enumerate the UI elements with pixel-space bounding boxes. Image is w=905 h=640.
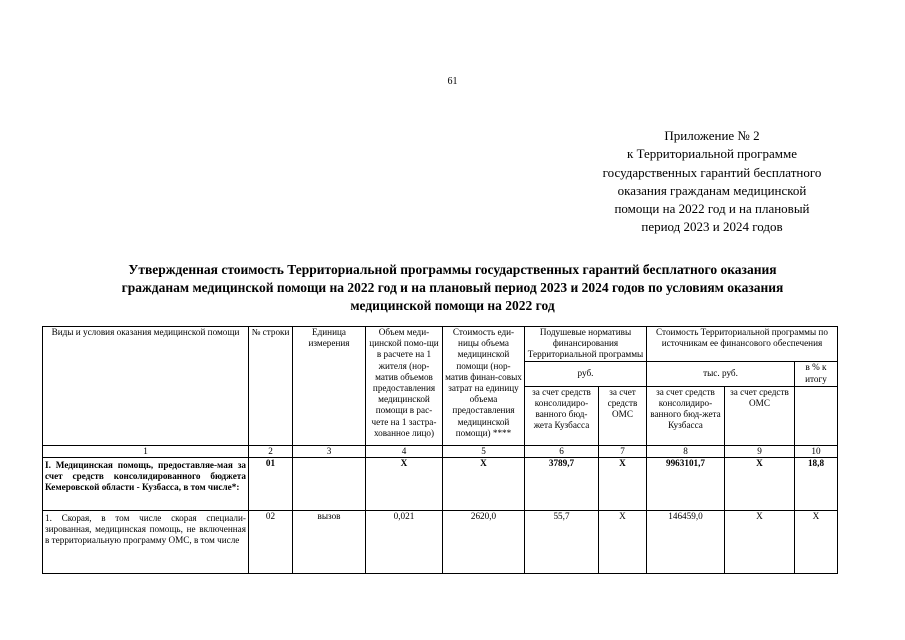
row-cost-per-unit: Х bbox=[443, 457, 525, 510]
column-number-row bbox=[43, 445, 838, 457]
column-number: 10 bbox=[795, 445, 838, 457]
column-number: 5 bbox=[443, 445, 525, 457]
cost-table bbox=[42, 326, 838, 574]
row-cost-per-unit: 2620,0 bbox=[443, 510, 525, 573]
row-line-no: 01 bbox=[249, 457, 293, 510]
header-unit: Единица измерения bbox=[293, 327, 366, 446]
column-number: 8 bbox=[647, 445, 725, 457]
title-line: медицинской помощи на 2022 год bbox=[350, 298, 555, 313]
header-budget-2: за счет средств консолидиро-ванного бюд-жета Кузбасса bbox=[647, 386, 725, 445]
row-per-capita-oms: Х bbox=[599, 510, 647, 573]
table-row bbox=[43, 510, 838, 573]
header-oms-2: за счет средств ОМС bbox=[725, 386, 795, 445]
column-number: 3 bbox=[293, 445, 366, 457]
column-number: 1 bbox=[43, 445, 249, 457]
header-type: Виды и условия оказания медицинской помощи bbox=[43, 327, 249, 446]
annex-line: Приложение № 2 bbox=[664, 128, 760, 143]
row-unit: вызов bbox=[293, 510, 366, 573]
column-number: 6 bbox=[525, 445, 599, 457]
title-line: Утвержденная стоимость Территориальной программы государственных гарантий бесплатного оказания bbox=[128, 262, 777, 277]
row-unit bbox=[293, 457, 366, 510]
row-cost-budget: 9963101,7 bbox=[647, 457, 725, 510]
header-per-capita: Подушевые нормативы финансирования Территориальной программы bbox=[525, 327, 647, 362]
header-rub: руб. bbox=[525, 361, 647, 386]
annex-line: оказания гражданам медицинской bbox=[617, 182, 807, 198]
header-oms: за счет средств ОМС bbox=[599, 386, 647, 445]
annex-line: государственных гарантий бесплатного bbox=[602, 164, 822, 180]
annex-line: период 2023 и 2024 годов bbox=[641, 219, 783, 235]
document-title bbox=[60, 261, 845, 315]
header-percent: в % к итогу bbox=[795, 361, 838, 386]
header-cost-per-unit: Стоимость еди-ницы объема медицинской помощи (нор-матив финан-совых затрат на единицу объема предоставления медицинской помощи) **** bbox=[443, 327, 525, 446]
row-label: 1. Скорая, в том числе скорая специали-зированная, медицинская помощь, не включенная в территориальную программу ОМС, в том числе bbox=[43, 510, 249, 573]
row-per-capita-oms: Х bbox=[599, 457, 647, 510]
annex-line: помощи на 2022 год и на плановый bbox=[614, 201, 810, 217]
row-cost-oms: Х bbox=[725, 510, 795, 573]
row-per-capita-budget: 3789,7 bbox=[525, 457, 599, 510]
row-volume: Х bbox=[366, 457, 443, 510]
column-number: 7 bbox=[599, 445, 647, 457]
row-line-no: 02 bbox=[249, 510, 293, 573]
header-percent-blank bbox=[795, 386, 838, 445]
annex-line: к Территориальной программе bbox=[627, 146, 797, 162]
table-row bbox=[43, 457, 838, 510]
header-row bbox=[43, 327, 838, 362]
column-number: 4 bbox=[366, 445, 443, 457]
row-percent: 18,8 bbox=[795, 457, 838, 510]
row-volume: 0,021 bbox=[366, 510, 443, 573]
header-budget: за счет средств консолидиро-ванного бюд-жета Кузбасса bbox=[525, 386, 599, 445]
page-number: 61 bbox=[447, 76, 458, 87]
header-by-source: Стоимость Территориальной программы по источникам ее финансового обеспечения bbox=[647, 327, 838, 362]
title-line: гражданам медицинской помощи на 2022 год и на плановый период 2023 и 2024 годов по условиям оказания bbox=[121, 280, 784, 295]
header-volume: Объем меди-цинской помо-щи в расчете на 1 жителя (нор-матив объемов предоставления медицинской помощи в рас-чете на 1 застра-хованное лицо) bbox=[366, 327, 443, 446]
row-per-capita-budget: 55,7 bbox=[525, 510, 599, 573]
row-cost-budget: 146459,0 bbox=[647, 510, 725, 573]
row-cost-oms: Х bbox=[725, 457, 795, 510]
row-label: I. Медицинская помощь, предоставляе-мая за счет средств консолидированного бюджета Кемеровской области - Кузбасса, в том числе*: bbox=[43, 457, 249, 510]
column-number: 2 bbox=[249, 445, 293, 457]
header-line-no: № строки bbox=[249, 327, 293, 446]
column-number: 9 bbox=[725, 445, 795, 457]
annex-heading bbox=[572, 127, 852, 237]
row-percent: Х bbox=[795, 510, 838, 573]
header-thous-rub: тыс. руб. bbox=[647, 361, 795, 386]
